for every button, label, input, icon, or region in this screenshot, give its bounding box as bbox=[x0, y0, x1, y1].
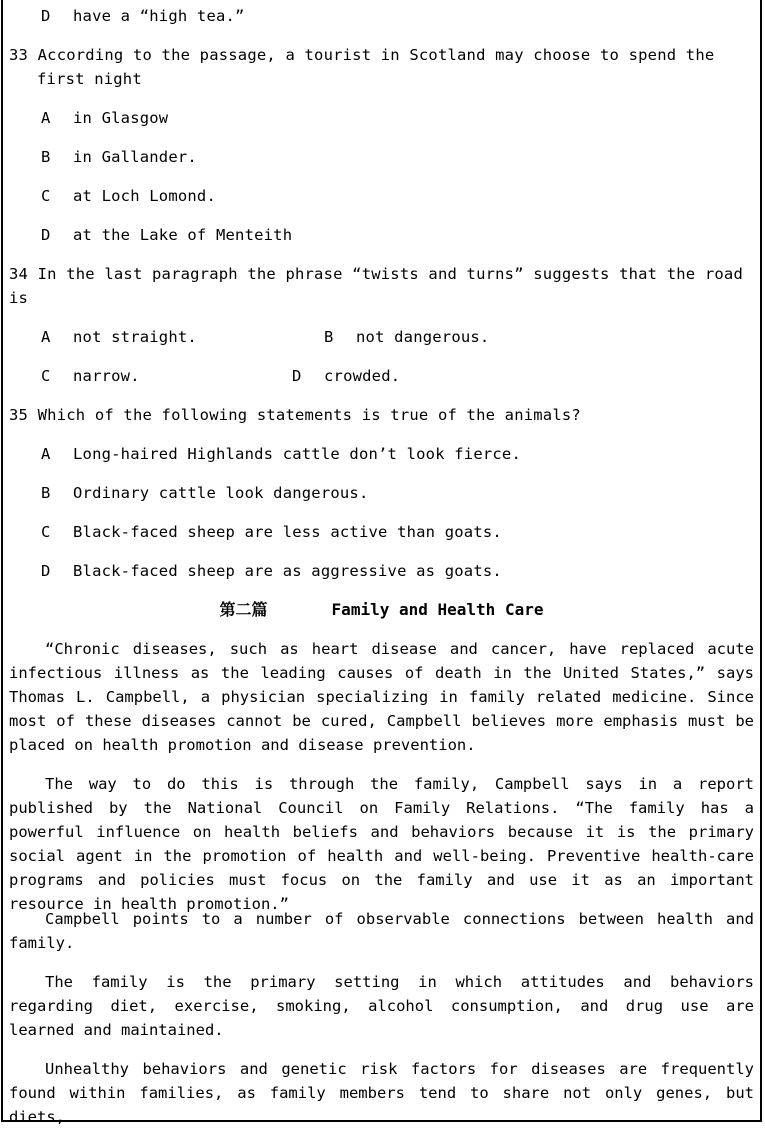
option-letter: D bbox=[292, 367, 302, 385]
paragraph-1: “Chronic diseases, such as heart disease and cancer, have replaced acute infectious illness as the leading causes of death in the United States,” says Thomas L. Campbell, a physician specializing in family related medicine. Since most of these diseases cannot be cured, Campbell believes more emphasis must be placed on health promotion and disease prevention. bbox=[9, 640, 754, 754]
question-number: 34 bbox=[9, 265, 29, 283]
section-title bbox=[3, 598, 760, 622]
option-text: crowded. bbox=[324, 367, 401, 385]
option-text: at Loch Lomond. bbox=[73, 187, 216, 205]
option-letter: C bbox=[41, 187, 51, 205]
q34-stem bbox=[9, 262, 754, 310]
q35-option-b bbox=[41, 481, 754, 505]
option-text: not dangerous. bbox=[356, 328, 490, 346]
question-number: 35 bbox=[9, 406, 29, 424]
document-page bbox=[1, 0, 762, 1126]
q35-option-c bbox=[41, 520, 754, 544]
option-letter: C bbox=[41, 367, 51, 385]
question-text: Which of the following statements is true of the animals? bbox=[37, 406, 581, 424]
option-letter: D bbox=[41, 562, 51, 580]
option-text: narrow. bbox=[73, 367, 140, 385]
q33-option-b bbox=[41, 145, 754, 169]
q33-stem bbox=[9, 43, 754, 91]
option-letter: D bbox=[41, 7, 51, 25]
option-text: Long-haired Highlands cattle don’t look fierce. bbox=[73, 445, 521, 463]
question-text: In the last paragraph the phrase “twists and turns” suggests that the road is bbox=[9, 265, 743, 307]
section-label: 第二篇 bbox=[219, 600, 268, 619]
question-number: 33 bbox=[9, 46, 29, 64]
q33-option-d bbox=[41, 223, 754, 247]
option-text: at the Lake of Menteith bbox=[73, 226, 293, 244]
q35-option-d bbox=[41, 559, 754, 583]
option-letter: A bbox=[41, 328, 51, 346]
question-text: According to the passage, a tourist in Scotland may choose to spend the first night bbox=[37, 46, 715, 88]
option-text: Ordinary cattle look dangerous. bbox=[73, 484, 369, 502]
option-letter: B bbox=[324, 328, 334, 346]
option-letter: D bbox=[41, 226, 51, 244]
q35-option-a bbox=[41, 442, 754, 466]
q34-option-b bbox=[324, 325, 754, 349]
option-text: not straight. bbox=[73, 328, 197, 346]
paragraph-5: Unhealthy behaviors and genetic risk factors for diseases are frequently found within families, as family members tend to share not only genes, but diets, bbox=[9, 1060, 754, 1126]
option-letter: C bbox=[41, 523, 51, 541]
option-text: in Glasgow bbox=[73, 109, 169, 127]
paragraph-3: Campbell points to a number of observable connections between health and family. bbox=[9, 910, 754, 952]
option-letter: B bbox=[41, 148, 51, 166]
option-letter: A bbox=[41, 109, 51, 127]
q32-option-d bbox=[41, 4, 754, 28]
option-text: Black-faced sheep are as aggressive as goats. bbox=[73, 562, 502, 580]
option-text: Black-faced sheep are less active than goats. bbox=[73, 523, 502, 541]
q34-option-d bbox=[292, 364, 754, 388]
section-heading: Family and Health Care bbox=[331, 600, 544, 619]
q33-option-a bbox=[41, 106, 754, 130]
paragraph-2: The way to do this is through the family, Campbell says in a report published by the National Council on Family Relations. “The family has a powerful influence on health beliefs and behaviors because it is the primary social agent in the promotion of health and well-being. Preventive health-care programs and policies must focus on the family and use it as an important resource in health promotion.” bbox=[9, 775, 754, 913]
option-letter: B bbox=[41, 484, 51, 502]
option-text: have a “high tea.” bbox=[73, 7, 245, 25]
option-text: in Gallander. bbox=[73, 148, 197, 166]
q35-stem bbox=[9, 403, 754, 427]
q33-option-c bbox=[41, 184, 754, 208]
option-letter: A bbox=[41, 445, 51, 463]
paragraph-4: The family is the primary setting in which attitudes and behaviors regarding diet, exercise, smoking, alcohol consumption, and drug use are learned and maintained. bbox=[9, 973, 754, 1039]
